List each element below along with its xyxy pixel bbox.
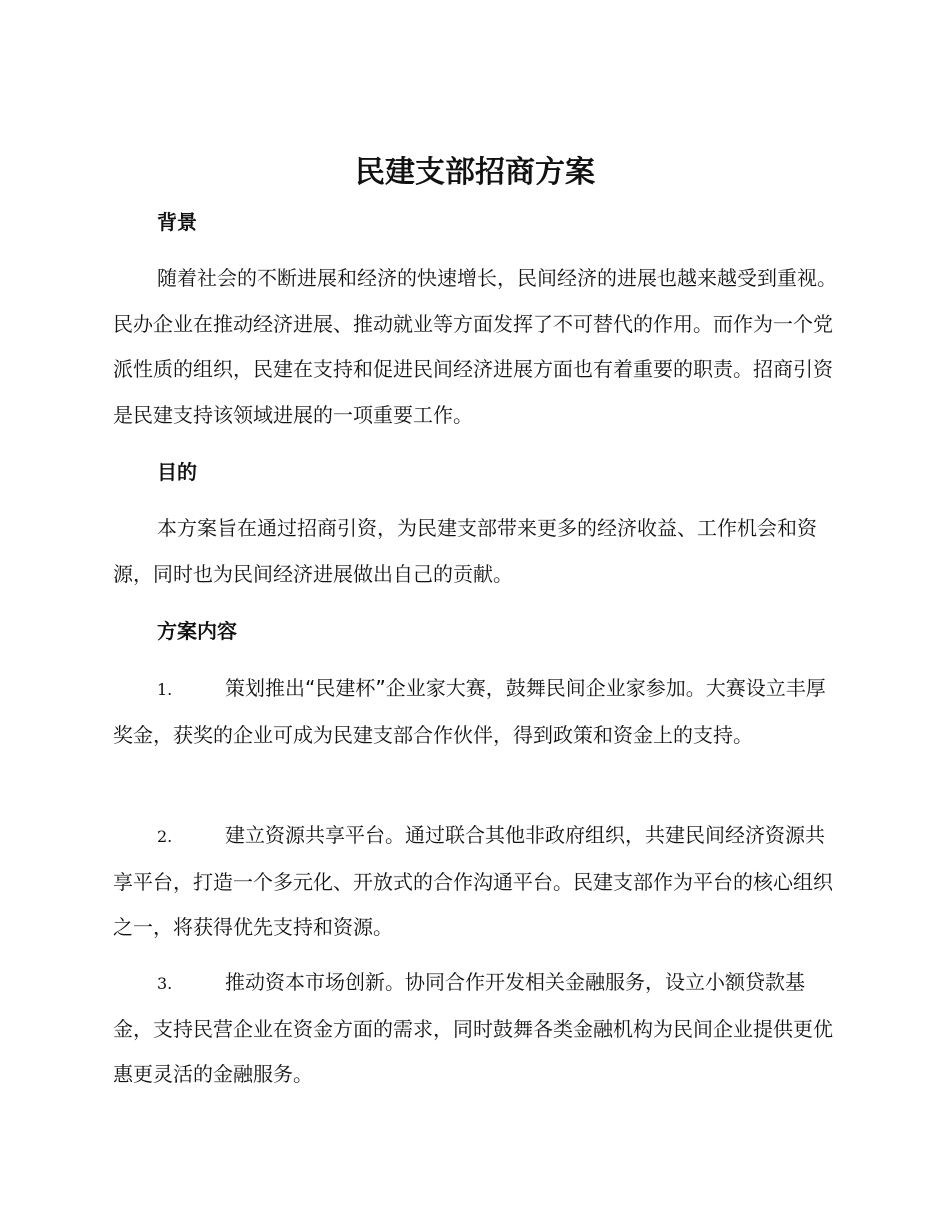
list-item-number: 3. (157, 974, 173, 993)
purpose-paragraph: 本方案旨在通过招商引资，为民建支部带来更多的经济收益、工作机会和资源，同时也为民间经济进展做出自己的贡献。 (113, 516, 817, 586)
list-item-number: 1. (157, 680, 173, 699)
background-paragraph: 随着社会的不断进展和经济的快速增长，民间经济的进展也越来越受到重视。民办企业在推动经济进展、推动就业等方面发挥了不可替代的作用。而作为一个党派性质的组织，民建在支持和促进民间经济进展方面也有着重要的职责。招商引资是民建支持该领域进展的一项重要工作。 (113, 266, 837, 427)
section-heading-purpose: 目的 (157, 460, 197, 484)
list-item-text: 推动资本市场创新。协同合作开发相关金融服务，设立小额贷款基金，支持民营企业在资金方面的需求，同时鼓舞各类金融机构为民间企业提供更优惠更灵活的金融服务。 (113, 970, 833, 1086)
list-item-text: 策划推出“民建杯”企业家大赛，鼓舞民间企业家参加。大赛设立丰厚奖金，获奖的企业可成为民建支部合作伙伴，得到政策和资金上的支持。 (113, 676, 826, 747)
list-item (113, 960, 837, 1098)
list-item (113, 813, 837, 951)
list-item (113, 666, 837, 758)
section-heading-background: 背景 (157, 210, 197, 234)
section-heading-content: 方案内容 (157, 619, 237, 643)
document-title: 民建支部招商方案 (355, 155, 595, 190)
list-item-text: 建立资源共享平台。通过联合其他非政府组织，共建民间经济资源共享平台，打造一个多元化、开放式的合作沟通平台。民建支部作为平台的核心组织之一，将获得优先支持和资源。 (113, 823, 833, 939)
list-item-number: 2. (157, 827, 173, 846)
